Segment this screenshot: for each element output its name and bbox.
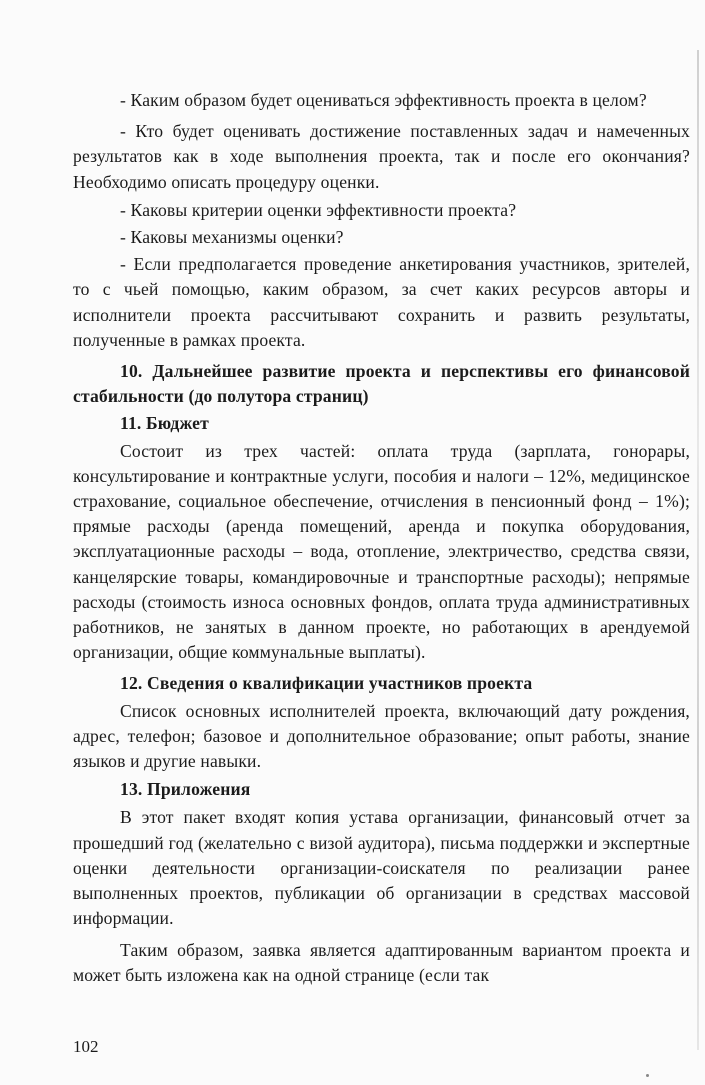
paragraph-who-evaluates: - Кто будет оценивать достижение поставленных задач и намеченных результатов как в ходе выполнения проекта, так и после его окончания? Необходимо описать процедуру оценки. xyxy=(73,121,690,192)
page-body xyxy=(73,88,690,988)
page-number: 102 xyxy=(73,1037,99,1056)
heading-section-11: 11. Бюджет xyxy=(120,413,209,434)
paragraph-budget: Состоит из трех частей: оплата труда (зарплата, гонорары, консультирование и контрактные услуги, пособия и налоги – 12%, медицинское страхование, социальное обеспечение, отчисления в пенсионный фонд – 1%); прямые расходы (аренда помещений, аренда и покупка оборудования, эксплуатационные расходы – вода, отопление, электричество, средства связи, канцелярские товары, командировочные и транспортные расходы); непрямые расходы (стоимость износа основных фондов, оплата труда административных работников, не занятых в данном проекте, но работающих в арендуемой организации, общие коммунальные выплаты). xyxy=(73,440,690,663)
paragraph-participants: Список основных исполнителей проекта, включающий дату рождения, адрес, телефон; базовое и дополнительное образование; опыт работы, знание языков и другие навыки. xyxy=(73,700,690,772)
scan-speck xyxy=(646,1074,649,1077)
page-edge-shadow xyxy=(697,50,699,1050)
paragraph-conclusion: Таким образом, заявка является адаптированным вариантом проекта и может быть изложена как на одной странице (если так xyxy=(73,939,690,985)
paragraph-mechanisms: - Каковы механизмы оценки? xyxy=(120,227,344,248)
paragraph-survey: - Если предполагается проведение анкетирования участников, зрителей, то с чьей помощью, каким образом, за счет каких ресурсов авторы и исполнители проекта рассчитывают сохранить и развить результаты, полученные в рамках проекта. xyxy=(73,254,690,350)
paragraph-attachments: В этот пакет входят копия устава организации, финансовый отчет за прошедший год (желательно с визой аудитора), письма поддержки и экспертные оценки деятельности организации-соискателя по реализации ранее выполненных проектов, публикации об организации в средствах массовой информации. xyxy=(73,807,690,929)
heading-section-12: 12. Сведения о квалификации участников проекта xyxy=(120,673,533,694)
paragraph-criteria: - Каковы критерии оценки эффективности проекта? xyxy=(120,199,517,220)
heading-section-10: 10. Дальнейшее развитие проекта и перспективы его финансовой стабильности (до полутора страниц) xyxy=(73,361,690,407)
paragraph-evaluation-overall: - Каким образом будет оцениваться эффективность проекта в целом? xyxy=(120,90,647,110)
heading-section-13: 13. Приложения xyxy=(120,779,251,800)
